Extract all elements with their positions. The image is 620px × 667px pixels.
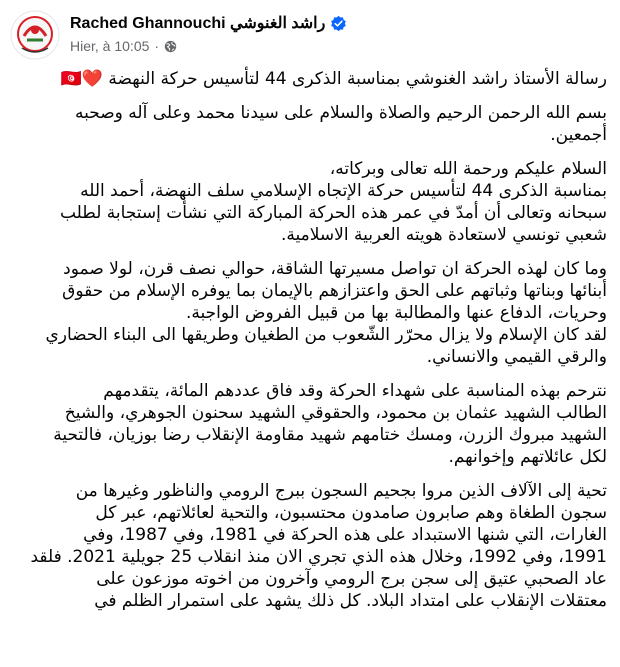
post-text-line: لقد كان الإسلام ولا يزال محرّر الشّعوب من الطغيان وطريقها الى البناء الحضاري <box>45 325 607 345</box>
post-header <box>0 0 620 66</box>
post-text-line: معتقلات الإنقلاب على امتداد البلاد. كل ذلك يشهد على استمرار الظلم في <box>94 591 607 611</box>
post-text-line: شعبي تونسي لاستعادة هويته العربية الاسلامية. <box>280 225 607 245</box>
post-text-line: الغارات، التي شنها الاستبداد على هذه الحركة في 1981، وفي 1987، وفي <box>83 525 607 545</box>
post-text-line: 1991، وفي 1992، وخلال هذه الذي تجري الان منذ انقلاب 25 جويلية 2021. فلقد <box>30 547 607 567</box>
post-paragraph <box>18 258 607 368</box>
post-text-line: بمناسبة الذكرى 44 لتأسيس حركة الإتجاه الإسلامي سلف النهضة، أحمد الله <box>80 181 607 201</box>
post-paragraph <box>18 68 607 90</box>
post-text-line: نترحم بهذه المناسبة على شهداء الحركة وقد فاق عددهم المائة، يتقدمهم <box>103 381 607 401</box>
post-text-line: تحية إلى الآلاف الذين مروا بجحيم السجون ببرج الرومي والناظور وغيرها من <box>75 481 607 501</box>
post-text-line: الطالب الشهيد عثمان بن محمود، والحقوقي الشهيد سحنون الجوهري، والشيخ <box>64 403 607 423</box>
verified-badge-icon <box>330 15 347 32</box>
post-text-line: بسم الله الرحمن الرحيم والصلاة والسلام على سيدنا محمد وعلى آله وصحبه <box>75 103 607 123</box>
post-text-line: وما كان لهذه الحركة ان تواصل مسيرتها الشاقة، حوالي نصف قرن، لولا صمود <box>63 259 607 279</box>
post-text-line: سبحانه وتعالى أن أمدّ في عمر هذه الحركة المباركة التي نشأت إستجابة لطلب <box>59 203 607 223</box>
meta-separator: · <box>154 38 160 54</box>
post-paragraph <box>18 380 607 468</box>
post-paragraph <box>18 158 607 246</box>
post-text-line: سجون الطغاة وهم صابرون صامدون محتسبون، والتحية لعائلاتهم، عبر كل <box>95 503 607 523</box>
post-timestamp[interactable]: Hier, à 10:05 <box>70 38 150 54</box>
author-name[interactable]: Rached Ghannouchi راشد الغنوشي <box>70 15 326 32</box>
post-text-line: والرقي القيمي والانساني. <box>426 347 607 367</box>
post-text-line: السلام عليكم ورحمة الله تعالى وبركاته، <box>329 159 607 179</box>
post-text-line: رسالة الأستاذ راشد الغنوشي بمناسبة الذكرى 44 لتأسيس حركة النهضة ❤️🇹🇳 <box>60 69 607 89</box>
post-text-line: عاد الصحبي عتيق إلى سجن برج الرومي وآخرون من اخوته موزعون على <box>96 569 607 589</box>
post-text-line: وحريات، الدفاع عنها والمطالبة بها من قبيل الفروض الواجبة. <box>185 303 607 323</box>
post-text-line: أجمعين. <box>550 125 607 145</box>
globe-icon[interactable] <box>164 40 177 53</box>
post-text-line: الشهيد مبروك الزرن، ومسك ختامهم شهيد مقاومة الإنقلاب رضا بوزيان، فالتحية <box>53 425 607 445</box>
post-text-line: أبنائها وبناتها وثباتهم على الحق واعتزازهم بالإيمان بما يوفره الإسلام من حقوق <box>62 281 607 301</box>
post-paragraph <box>18 102 607 146</box>
post-paragraph <box>18 480 607 612</box>
post-meta <box>70 38 177 54</box>
party-logo-icon <box>10 10 60 60</box>
post-text-line: لكل عائلاتهم وإخوانهم. <box>448 447 607 467</box>
author-avatar[interactable] <box>10 10 60 60</box>
post-text <box>18 68 607 624</box>
author-name-row <box>70 13 347 33</box>
